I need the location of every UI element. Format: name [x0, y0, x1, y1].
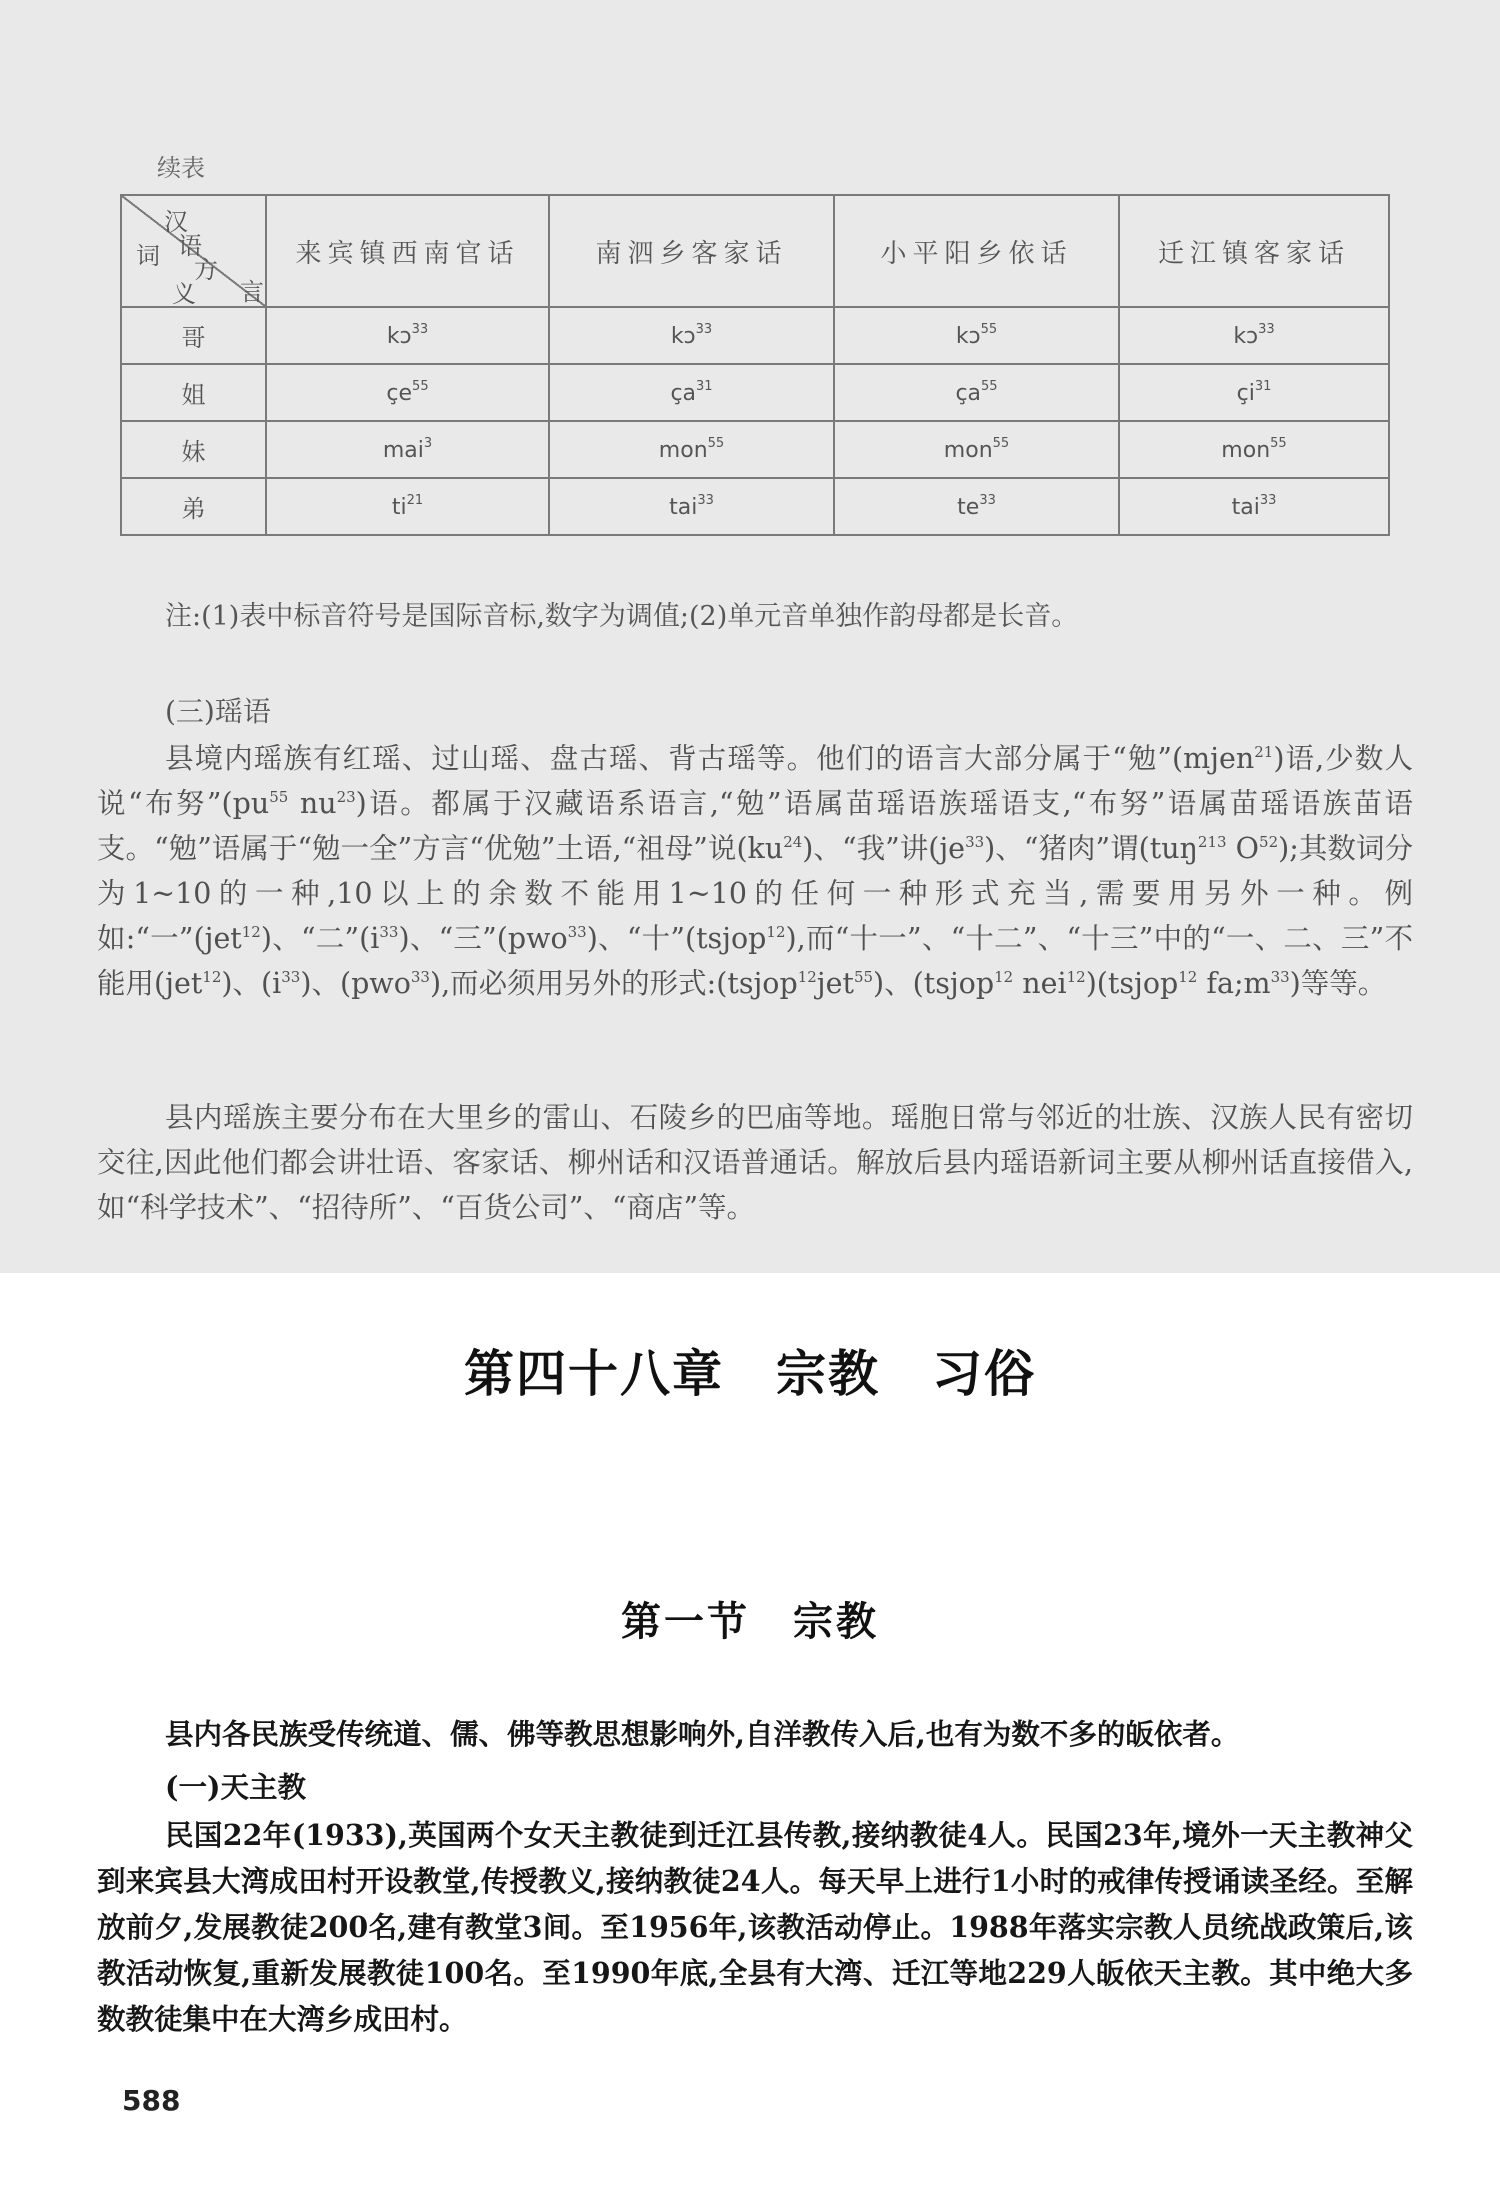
tone-value: 12	[202, 968, 222, 986]
tone-value: 12	[766, 923, 786, 941]
table-corner-cell	[121, 195, 266, 307]
text-run: fa;m	[1197, 967, 1271, 1000]
subsection-heading-catholic: (一)天主教	[165, 1770, 306, 1804]
tone-value: 21	[406, 493, 424, 508]
tone-value: 33	[1259, 493, 1277, 508]
tone-value: 21	[1254, 743, 1274, 761]
phonetic-base: te	[957, 495, 980, 520]
tone-value: 3	[423, 436, 433, 451]
section-heading-yao: (三)瑶语	[165, 695, 271, 728]
tone-value: 33	[1270, 968, 1290, 986]
table-cell	[1119, 364, 1389, 421]
text-run: )、(i	[221, 967, 282, 1000]
tone-value: 55	[992, 436, 1010, 451]
table-row	[121, 364, 1389, 421]
tone-value: 23	[336, 788, 356, 806]
table-cell	[549, 307, 834, 364]
yao-distribution-paragraph: 县内瑶族主要分布在大里乡的雷山、石陵乡的巴庙等地。瑶胞日常与邻近的壮族、汉族人民有密切交往,因此他们都会讲壮语、客家话、柳州话和汉语普通话。解放后县内瑶语新词主要从柳州话直接借入,如“科学技术”、“招待所”、“百货公司”、“商店”等。	[97, 1101, 1413, 1224]
text-run: ),而必须用另外的形式:(tsjop	[429, 967, 798, 1000]
column-header: 南泗乡客家话	[549, 195, 834, 307]
row-term: 姐	[121, 364, 266, 421]
phonetic-base: mai	[382, 438, 424, 463]
text-run: )、“十”(tsjop	[586, 922, 767, 955]
tone-value: 55	[980, 322, 998, 337]
tone-value: 55	[981, 379, 998, 394]
table-row	[121, 478, 1389, 535]
corner-label: 义	[172, 280, 196, 308]
tone-value: 55	[269, 788, 289, 806]
tone-value: 12	[994, 968, 1014, 986]
tone-value: 33	[411, 322, 429, 337]
text-run: )、“我”讲(je	[802, 832, 966, 865]
text-run: )等等。	[1289, 967, 1387, 1000]
table-note: 注:(1)表中标音符号是国际音标,数字为调值;(2)单元音单独作韵母都是长音。	[165, 601, 1079, 632]
tone-value: 12	[1066, 968, 1086, 986]
column-header: 迁江镇客家话	[1119, 195, 1389, 307]
phonetic-base: tai	[1231, 495, 1260, 520]
tone-value: 12	[241, 923, 261, 941]
row-term: 哥	[121, 307, 266, 364]
tone-value: 31	[696, 379, 713, 394]
tone-value: 33	[695, 322, 713, 337]
phonetic-base: ça	[670, 381, 697, 406]
page-number: 588	[122, 2084, 181, 2117]
table-cell	[549, 364, 834, 421]
tone-value: 55	[412, 379, 429, 394]
corner-label: 言	[240, 278, 264, 306]
tone-value: 55	[707, 436, 725, 451]
phonetic-base: mon	[943, 438, 993, 463]
tone-value: 12	[797, 968, 817, 986]
tone-value: 33	[1258, 322, 1275, 337]
phonetic-base: kɔ	[386, 324, 412, 349]
corner-label: 汉	[164, 208, 188, 236]
phonetic-base: mon	[1221, 438, 1271, 463]
dialect-comparison-table	[120, 194, 1390, 536]
tone-value: 33	[965, 833, 985, 851]
table-cell	[266, 364, 549, 421]
table-cell	[549, 421, 834, 478]
phonetic-base: ça	[955, 381, 982, 406]
tone-value: 52	[1259, 833, 1279, 851]
column-header: 来宾镇西南官话	[266, 195, 549, 307]
tone-value: 24	[783, 833, 803, 851]
section-title: 第一节 宗教	[621, 1598, 879, 1645]
tone-value: 33	[567, 923, 587, 941]
corner-label: 方	[194, 256, 218, 284]
phonetic-base: çi	[1236, 381, 1255, 406]
tone-value: 12	[1178, 968, 1198, 986]
table-cell	[834, 364, 1119, 421]
phonetic-base: kɔ	[955, 324, 981, 349]
table-cell	[266, 478, 549, 535]
tone-value: 33	[281, 968, 301, 986]
text-run: ),而“十一”、“十二”、“十三”中的“一、二、三”不能用(jet	[97, 922, 1413, 1000]
table-cell	[1119, 307, 1389, 364]
text-run: jet	[816, 967, 854, 1000]
phonetic-base: ti	[391, 495, 407, 520]
table-cell	[834, 421, 1119, 478]
table-row	[121, 307, 1389, 364]
text-run: 县境内瑶族有红瑶、过山瑶、盘古瑶、背古瑶等。他们的语言大部分属于“勉”(mjen	[165, 742, 1255, 775]
text-run: )、“三”(pwo	[398, 922, 568, 955]
tone-value: 55	[1270, 436, 1287, 451]
row-term: 妹	[121, 421, 266, 478]
text-run: nu	[288, 787, 337, 820]
phonetic-base: çe	[386, 381, 413, 406]
tone-value: 213	[1197, 833, 1227, 851]
tone-value: 31	[1254, 379, 1272, 394]
table-cell	[549, 478, 834, 535]
tone-value: 55	[853, 968, 874, 986]
phonetic-base: mon	[658, 438, 708, 463]
text-run: )语,少数人说“布努”(pu	[97, 742, 1413, 820]
corner-label: 词	[136, 242, 160, 270]
table-cell	[834, 478, 1119, 535]
phonetic-base: kɔ	[1233, 324, 1259, 349]
text-run: O	[1226, 832, 1260, 865]
corner-diagonal	[122, 196, 265, 306]
table-continued-label: 续表	[157, 154, 205, 182]
chapter-title: 第四十八章 宗教 习俗	[464, 1344, 1036, 1403]
table-cell	[266, 307, 549, 364]
text-run: )、(pwo	[300, 967, 411, 1000]
corner-label: 语	[178, 232, 202, 260]
yao-language-paragraph	[97, 736, 1413, 1006]
religion-intro-paragraph: 县内各民族受传统道、儒、佛等教思想影响外,自洋教传入后,也有为数不多的皈依者。	[165, 1717, 1240, 1751]
tone-value: 33	[379, 923, 399, 941]
table-header-row	[121, 195, 1389, 307]
tone-value: 33	[410, 968, 430, 986]
phonetic-base: kɔ	[670, 324, 696, 349]
table-cell	[1119, 421, 1389, 478]
table-cell	[834, 307, 1119, 364]
text-run: )、“猪肉”谓(tuŋ	[984, 832, 1198, 865]
text-run: )、“二”(i	[260, 922, 380, 955]
catholic-paragraph: 民国22年(1933),英国两个女天主教徒到迁江县传教,接纳教徒4人。民国23年,境外一天主教神父到来宾县大湾成田村开设教堂,传授教义,接纳教徒24人。每天早上进行1小时的戒律传授诵读圣经。至解放前夕,发展教徒200名,建有教堂3间。至1956年,该教活动停止。1988年落实宗教人员统战政策后,该教活动恢复,重新发展教徒100名。至1990年底,全县有大湾、迁江等地229人皈依天主教。其中绝大多数教徒集中在大湾乡成田村。	[97, 1818, 1413, 2036]
text-run: )(tsjop	[1085, 967, 1179, 1000]
table-row	[121, 421, 1389, 478]
text-run: )、(tsjop	[873, 967, 995, 1000]
table-cell	[1119, 478, 1389, 535]
text-run: nei	[1013, 967, 1067, 1000]
tone-value: 33	[979, 493, 996, 508]
tone-value: 33	[697, 493, 714, 508]
phonetic-base: tai	[669, 495, 698, 520]
text-run: )语。都属于汉藏语系语言,“勉”语属苗瑶语族瑶语支,“布努”语属苗瑶语族苗语支。“勉”语属于“勉一全”方言“优勉”土语,“祖母”说(ku	[97, 787, 1414, 865]
table-cell	[266, 421, 549, 478]
column-header: 小平阳乡依话	[834, 195, 1119, 307]
text-run: );其数词分为1~10的一种,10以上的余数不能用1~10的任何一种形式充当,需要用另外一种。例如:“一”(jet	[97, 832, 1413, 955]
row-term: 弟	[121, 478, 266, 535]
